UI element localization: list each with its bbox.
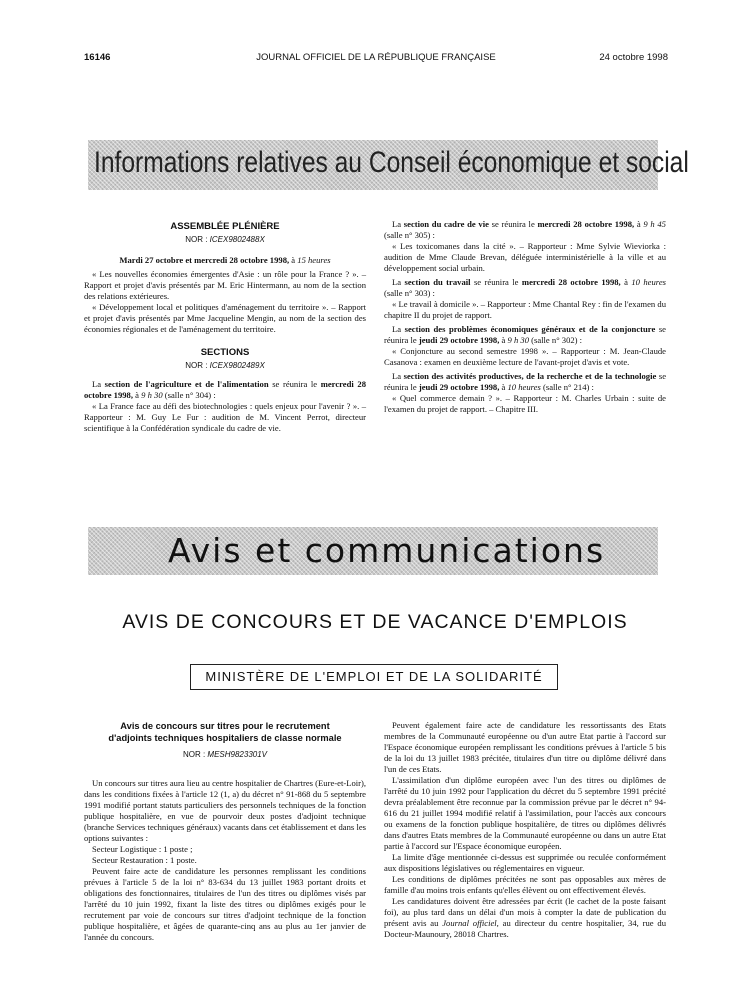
avis-paragraph-4: Peuvent faire acte de candidature les personnes remplissant les conditions prévues à l'article 5 de la loi n° 83-634 du 13 juillet 1983 portant droits et obligations des fonctionnaires, titulaires de l'un des titres ou diplômes visés par l'arrêté du 10 juin 1992, fixant la liste des titres ou diplômes exigés pour le recrutement par voie de concours sur titres d'adjoint technique de la fonction publique hospitalière, et âgées de quarante-cinq ans au plus au 1er janvier de l'année du concours.: [84, 866, 366, 942]
right-column-ces: [384, 219, 666, 415]
section-conjoncture-item: « Conjoncture au second semestre 1998 ». – Rapporteur : M. Jean-Claude Casanova : examen en deuxième lecture de l'avant-projet d'avis et vote.: [384, 346, 666, 367]
section-travail: La section du travail se réunira le mercredi 28 octobre 1998, à 10 heures (salle n° 303) :: [384, 277, 666, 298]
page-number: 16146: [84, 52, 111, 63]
assemblee-item-2: « Développement local et politiques d'aménagement du territoire ». – Rapport et projet d'avis présentés par Mme Jacqueline Mengin, au nom de la section des économies régionales et de l'aménagement du territoire.: [84, 302, 366, 334]
avis-right-paragraph-3: La limite d'âge mentionnée ci-dessus est supprimée ou reculée conformément aux dispositions législatives ou réglementaires en vigueur.: [384, 852, 666, 873]
assemblee-item-1: « Les nouvelles économies émergentes d'Asie : un rôle pour la France ? ». – Rapport et projet d'avis présentés par M. Eric Hintermann, au nom de la section des relations extérieures.: [84, 269, 366, 301]
avis-paragraph-1: Un concours sur titres aura lieu au centre hospitalier de Chartres (Eure-et-Loir), dans les conditions fixées à l'article 12 (1, a) du décret n° 91-868 du 5 septembre 1991 modifié portant statuts particuliers des personnels techniques de la fonction publique hospitalière, en vue de pourvoir deux postes d'adjoint technique (branche Services techniques généraux) vacants dans cet établissement et dans les options suivantes :: [84, 778, 366, 843]
left-column-ces: [84, 221, 366, 434]
section-recherche-item: « Quel commerce demain ? ». – Rapporteur : M. Charles Urbain : suite de l'examen du projet de rapport. – Chapitre III.: [384, 393, 666, 414]
section-cadre-vie: La section du cadre de vie se réunira le mercredi 28 octobre 1998, à 9 h 45 (salle n° 305) :: [384, 219, 666, 240]
avis-title: Avis de concours sur titres pour le recrutement d'adjoints techniques hospitaliers de classe normale: [108, 721, 342, 743]
sections-nor: NOR : ICEX9802489X: [185, 361, 265, 370]
page-header: [84, 52, 668, 66]
avis-right-paragraph-2: L'assimilation d'un diplôme européen avec l'un des titres ou diplômes de l'arrêté du 10 juin 1992 pour l'application du décret du 5 septembre 1991 précité devra préalablement être reconnue par la commission prévue par le décret n° 94-616 du 21 juillet 1994 modifié relatif à l'assimilation, pour l'accès aux concours ou examens de la fonction publique hospitalière, de titres ou diplômes délivrés dans d'autres Etats membres de la Communauté européenne ou dans un autre Etat partie à l'accord sur l'Espace économique européen.: [384, 775, 666, 851]
left-column-avis: [84, 720, 366, 943]
banner-ces: [88, 140, 689, 190]
banner-avis-title: Avis et communications: [168, 531, 606, 570]
banner-avis: [88, 527, 658, 575]
section-agriculture-item: « La France face au défi des biotechnologies : quels enjeux pour l'avenir ? ». – Rapporteur : M. Guy Le Fur : audition de M. Vincent Perrot, directeur scientifique à la Confédération syndicale du cadre de vie.: [84, 401, 366, 433]
avis-right-paragraph-5: Les candidatures doivent être adressées par écrit (le cachet de la poste faisant foi), au plus tard dans un délai d'un mois à compter la date de publication du présent avis au Journal officiel, au directeur du centre hospitalier, 34, rue du Docteur-Maunoury, 28018 Chartres.: [384, 896, 666, 939]
sections-title: SECTIONS: [200, 347, 250, 358]
right-column-avis: [384, 720, 666, 940]
section-recherche: La section des activités productives, de la recherche et de la technologie se réunira le jeudi 29 octobre 1998, à 10 heures (salle n° 214) :: [384, 371, 667, 392]
assemblee-date: Mardi 27 octobre et mercredi 28 octobre 1998, à 15 heures: [119, 255, 331, 265]
issue-date: 24 octobre 1998: [599, 52, 668, 63]
avis-paragraph-3: Secteur Restauration : 1 poste.: [92, 855, 197, 865]
avis-nor: NOR : MESH9823301V: [182, 750, 268, 759]
banner-ces-title: Informations relatives au Conseil économique et social: [94, 146, 689, 179]
assemblee-title: ASSEMBLÉE PLÉNIÈRE: [170, 221, 280, 232]
section-cadre-vie-item: « Les toxicomanes dans la cité ». – Rapporteur : Mme Sylvie Wieviorka : audition de Mme Claude Brevan, déléguée interministérielle à la ville et au développement social urbain.: [384, 241, 666, 273]
section-conjoncture: La section des problèmes économiques généraux et de la conjoncture se réunira le jeudi 29 octobre 1998, à 9 h 30 (salle n° 302) :: [384, 324, 666, 345]
section-agriculture: La section de l'agriculture et de l'alimentation se réunira le mercredi 28 octobre 1998, à 9 h 30 (salle n° 304) :: [84, 379, 366, 400]
ministere-box: MINISTÈRE DE L'EMPLOI ET DE LA SOLIDARITÉ: [190, 664, 558, 690]
journal-title: JOURNAL OFFICIEL DE LA RÉPUBLIQUE FRANÇAISE: [256, 52, 496, 63]
concours-title: AVIS DE CONCOURS ET DE VACANCE D'EMPLOIS: [122, 611, 628, 633]
avis-right-paragraph-1: Peuvent également faire acte de candidature les ressortissants des Etats membres de la Communauté européenne ou d'un autre Etat partie à l'accord sur l'Espace économique européen remplissant les conditions prévues à l'article 5 bis de la loi du 13 juillet 1983 précitée, titulaires d'un titre ou diplôme délivré dans l'un de ces Etats.: [384, 720, 666, 774]
avis-paragraph-2: Secteur Logistique : 1 poste ;: [92, 844, 193, 854]
avis-right-paragraph-4: Les conditions de diplômes précitées ne sont pas opposables aux mères de famille d'au moins trois enfants qu'elles élèvent ou ont effectivement élevés.: [384, 874, 666, 895]
assemblee-nor: NOR : ICEX9802488X: [185, 235, 265, 244]
section-travail-item: « Le travail à domicile ». – Rapporteur : Mme Chantal Rey : fin de l'examen du chapitre II du projet de rapport.: [384, 299, 666, 320]
